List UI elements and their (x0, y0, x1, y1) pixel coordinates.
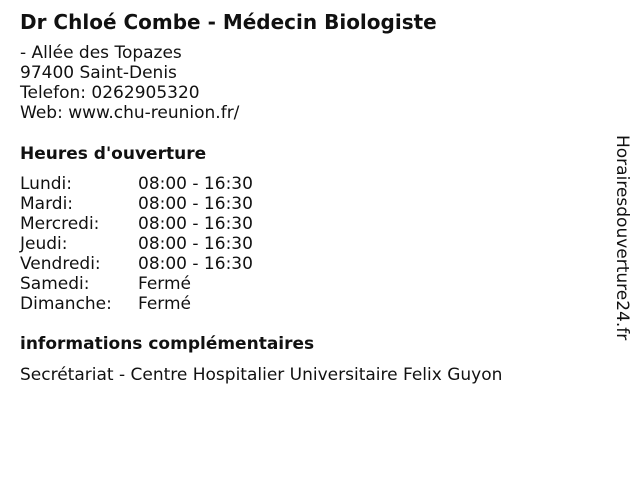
info-text: Secrétariat - Centre Hospitalier Universitaire Felix Guyon (20, 365, 503, 385)
hours-row-thursday (20, 234, 253, 254)
hours-time: 08:00 - 16:30 (138, 194, 253, 214)
address-street: - Allée des Topazes (20, 43, 182, 63)
hours-day: Jeudi: (20, 234, 68, 254)
hours-row-tuesday (20, 194, 253, 214)
hours-time: 08:00 - 16:30 (138, 234, 253, 254)
side-brand-watermark: Horairesdouverture24.fr (612, 135, 632, 341)
hours-day: Dimanche: (20, 294, 112, 314)
hours-row-monday (20, 174, 253, 194)
hours-time: Fermé (138, 274, 192, 294)
hours-time: 08:00 - 16:30 (138, 214, 253, 234)
website: Web: www.chu-reunion.fr/ (20, 103, 240, 123)
hours-row-sunday (20, 294, 253, 314)
address-city: 97400 Saint-Denis (20, 63, 177, 83)
page-title: Dr Chloé Combe - Médecin Biologiste (20, 10, 437, 34)
phone-number: Telefon: 0262905320 (20, 83, 200, 103)
hours-day: Samedi: (20, 274, 90, 294)
address-block (20, 43, 239, 123)
info-heading: informations complémentaires (20, 334, 315, 354)
hours-time: 08:00 - 16:30 (138, 174, 253, 194)
hours-row-saturday (20, 274, 253, 294)
hours-heading: Heures d'ouverture (20, 144, 207, 164)
hours-row-friday (20, 254, 253, 274)
hours-time: 08:00 - 16:30 (138, 254, 253, 274)
hours-time: Fermé (138, 294, 192, 314)
hours-day: Lundi: (20, 174, 72, 194)
hours-table (20, 174, 253, 314)
hours-day: Mercredi: (20, 214, 100, 234)
hours-row-wednesday (20, 214, 253, 234)
hours-day: Mardi: (20, 194, 74, 214)
hours-day: Vendredi: (20, 254, 101, 274)
